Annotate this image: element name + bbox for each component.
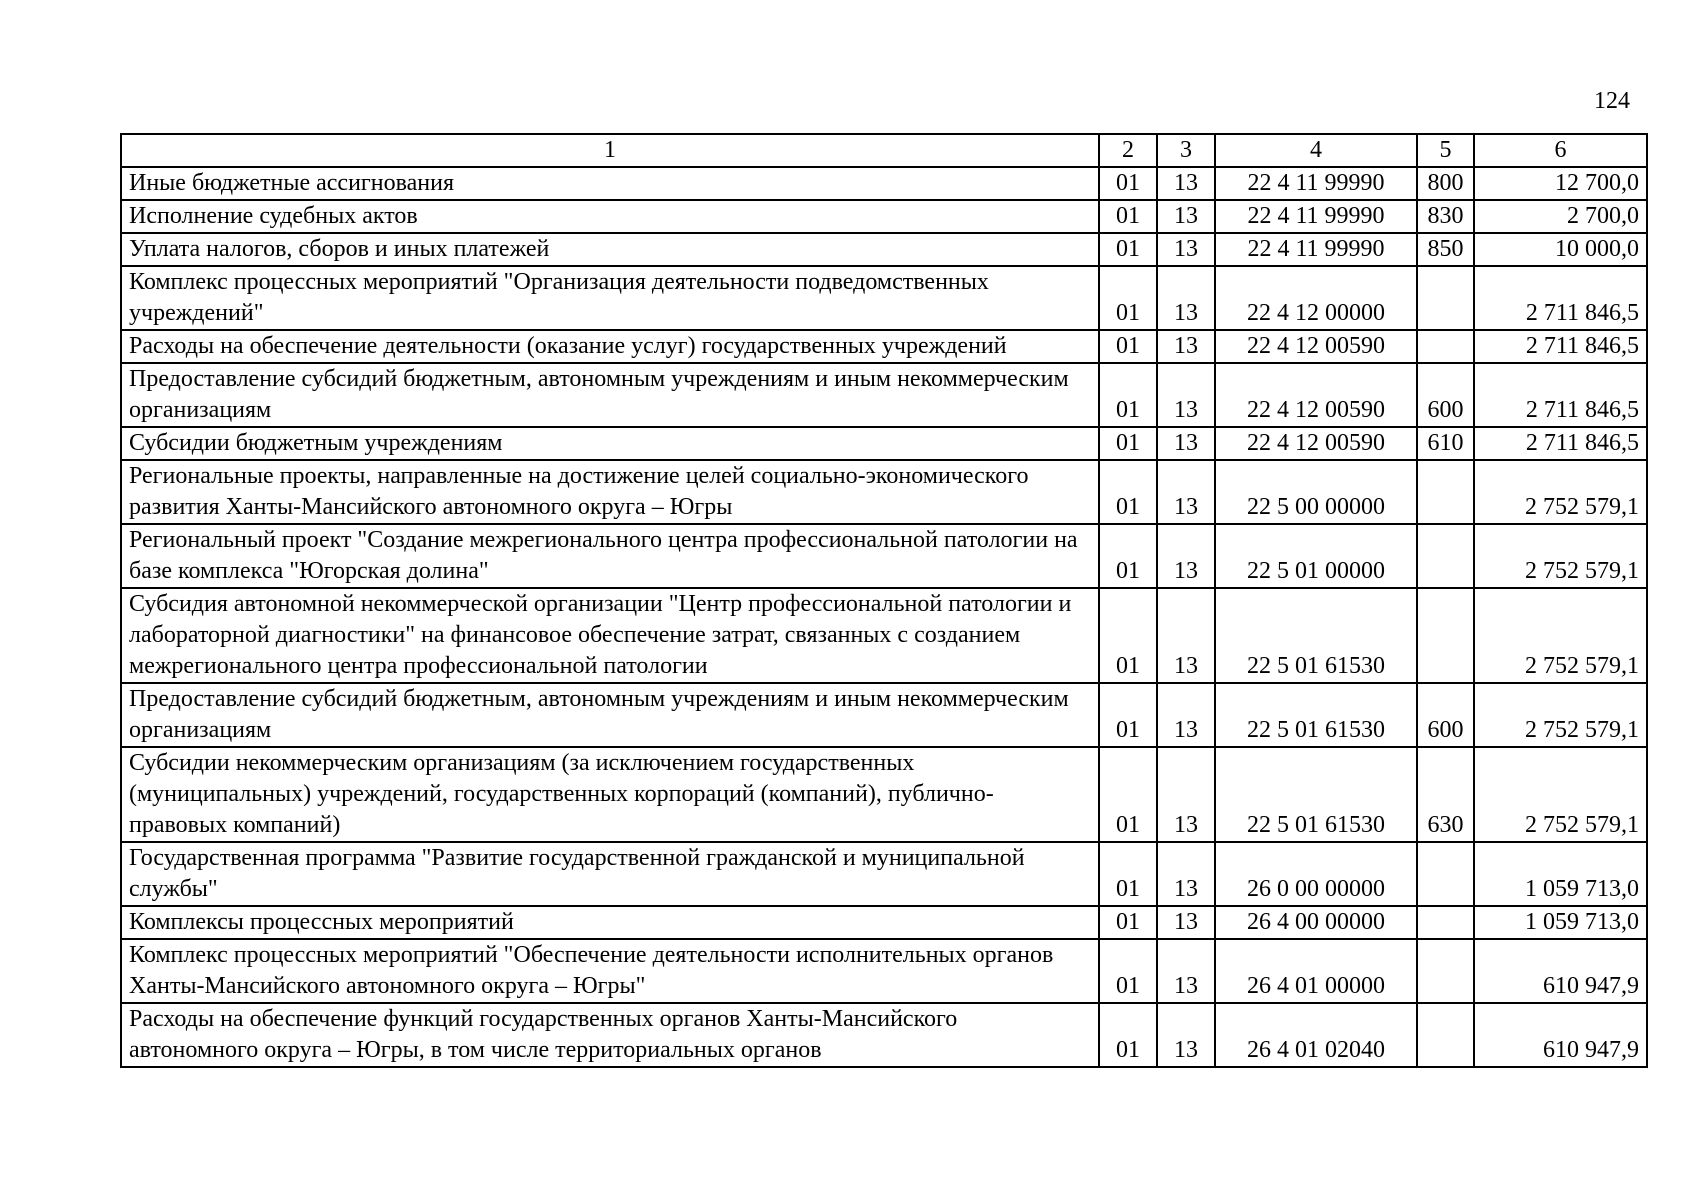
expense-name-cell: Региональные проекты, направленные на достижение целей социально-экономического развития Ханты-Мансийского автономного округа – Югры xyxy=(121,460,1099,524)
section-code-cell: 01 xyxy=(1099,588,1157,683)
target-article-cell: 22 4 11 99990 xyxy=(1215,167,1417,200)
section-code-cell: 01 xyxy=(1099,939,1157,1003)
amount-cell: 2 711 846,5 xyxy=(1474,427,1647,460)
expense-name-cell: Исполнение судебных актов xyxy=(121,200,1099,233)
section-code-cell: 01 xyxy=(1099,167,1157,200)
section-code-cell: 01 xyxy=(1099,683,1157,747)
table-row xyxy=(121,588,1647,683)
expense-type-cell xyxy=(1417,266,1474,330)
target-article-cell: 26 0 00 00000 xyxy=(1215,842,1417,906)
section-code-cell: 01 xyxy=(1099,747,1157,842)
expense-type-cell xyxy=(1417,524,1474,588)
column-header-3: 3 xyxy=(1157,134,1215,167)
section-code-cell: 01 xyxy=(1099,266,1157,330)
target-article-cell: 22 4 12 00590 xyxy=(1215,427,1417,460)
subsection-code-cell: 13 xyxy=(1157,266,1215,330)
expense-name-cell: Государственная программа "Развитие государственной гражданской и муниципальной службы" xyxy=(121,842,1099,906)
subsection-code-cell: 13 xyxy=(1157,200,1215,233)
amount-cell: 2 700,0 xyxy=(1474,200,1647,233)
section-code-cell: 01 xyxy=(1099,1003,1157,1067)
target-article-cell: 22 5 01 61530 xyxy=(1215,683,1417,747)
table-row xyxy=(121,747,1647,842)
expense-name-cell: Комплексы процессных мероприятий xyxy=(121,906,1099,939)
expense-type-cell xyxy=(1417,906,1474,939)
expense-name-cell: Расходы на обеспечение деятельности (оказание услуг) государственных учреждений xyxy=(121,330,1099,363)
table-row xyxy=(121,842,1647,906)
table-header-row xyxy=(121,134,1647,167)
subsection-code-cell: 13 xyxy=(1157,524,1215,588)
target-article-cell: 26 4 01 02040 xyxy=(1215,1003,1417,1067)
table-row xyxy=(121,460,1647,524)
expense-name-cell: Расходы на обеспечение функций государственных органов Ханты-Мансийского автономного округа – Югры, в том числе территориальных органов xyxy=(121,1003,1099,1067)
subsection-code-cell: 13 xyxy=(1157,363,1215,427)
target-article-cell: 22 5 00 00000 xyxy=(1215,460,1417,524)
subsection-code-cell: 13 xyxy=(1157,588,1215,683)
target-article-cell: 22 4 12 00590 xyxy=(1215,330,1417,363)
subsection-code-cell: 13 xyxy=(1157,167,1215,200)
expense-type-cell: 830 xyxy=(1417,200,1474,233)
expense-name-cell: Субсидии бюджетным учреждениям xyxy=(121,427,1099,460)
expense-type-cell: 600 xyxy=(1417,683,1474,747)
table-row xyxy=(121,939,1647,1003)
section-code-cell: 01 xyxy=(1099,363,1157,427)
amount-cell: 2 752 579,1 xyxy=(1474,683,1647,747)
expense-name-cell: Иные бюджетные ассигнования xyxy=(121,167,1099,200)
target-article-cell: 22 5 01 61530 xyxy=(1215,588,1417,683)
amount-cell: 2 711 846,5 xyxy=(1474,363,1647,427)
target-article-cell: 22 4 12 00000 xyxy=(1215,266,1417,330)
amount-cell: 2 752 579,1 xyxy=(1474,588,1647,683)
expense-name-cell: Предоставление субсидий бюджетным, автономным учреждениям и иным некоммерческим организациям xyxy=(121,363,1099,427)
subsection-code-cell: 13 xyxy=(1157,939,1215,1003)
subsection-code-cell: 13 xyxy=(1157,906,1215,939)
section-code-cell: 01 xyxy=(1099,524,1157,588)
subsection-code-cell: 13 xyxy=(1157,233,1215,266)
table-row xyxy=(121,200,1647,233)
expense-name-cell: Уплата налогов, сборов и иных платежей xyxy=(121,233,1099,266)
page-number: 124 xyxy=(1594,88,1630,114)
amount-cell: 1 059 713,0 xyxy=(1474,906,1647,939)
table-row xyxy=(121,524,1647,588)
target-article-cell: 22 5 01 00000 xyxy=(1215,524,1417,588)
expense-type-cell xyxy=(1417,842,1474,906)
table-row xyxy=(121,233,1647,266)
target-article-cell: 26 4 01 00000 xyxy=(1215,939,1417,1003)
amount-cell: 10 000,0 xyxy=(1474,233,1647,266)
subsection-code-cell: 13 xyxy=(1157,330,1215,363)
subsection-code-cell: 13 xyxy=(1157,1003,1215,1067)
expense-type-cell xyxy=(1417,588,1474,683)
amount-cell: 1 059 713,0 xyxy=(1474,842,1647,906)
amount-cell: 2 752 579,1 xyxy=(1474,524,1647,588)
subsection-code-cell: 13 xyxy=(1157,747,1215,842)
amount-cell: 12 700,0 xyxy=(1474,167,1647,200)
amount-cell: 2 711 846,5 xyxy=(1474,330,1647,363)
expense-type-cell: 630 xyxy=(1417,747,1474,842)
target-article-cell: 22 4 11 99990 xyxy=(1215,200,1417,233)
expense-type-cell xyxy=(1417,939,1474,1003)
target-article-cell: 26 4 00 00000 xyxy=(1215,906,1417,939)
expense-type-cell xyxy=(1417,330,1474,363)
section-code-cell: 01 xyxy=(1099,906,1157,939)
expense-name-cell: Субсидия автономной некоммерческой организации "Центр профессиональной патологии и лабораторной диагностики" на финансовое обеспечение затрат, связанных с созданием межрегионального центра профессиональной патологии xyxy=(121,588,1099,683)
table-row xyxy=(121,167,1647,200)
subsection-code-cell: 13 xyxy=(1157,842,1215,906)
section-code-cell: 01 xyxy=(1099,330,1157,363)
section-code-cell: 01 xyxy=(1099,842,1157,906)
expense-type-cell xyxy=(1417,460,1474,524)
amount-cell: 610 947,9 xyxy=(1474,939,1647,1003)
table-row xyxy=(121,1003,1647,1067)
subsection-code-cell: 13 xyxy=(1157,683,1215,747)
column-header-4: 4 xyxy=(1215,134,1417,167)
expense-name-cell: Субсидии некоммерческим организациям (за исключением государственных (муниципальных) учреждений, государственных корпораций (компаний), публично-правовых компаний) xyxy=(121,747,1099,842)
expense-type-cell xyxy=(1417,1003,1474,1067)
column-header-2: 2 xyxy=(1099,134,1157,167)
column-header-5: 5 xyxy=(1417,134,1474,167)
expense-name-cell: Предоставление субсидий бюджетным, автономным учреждениям и иным некоммерческим организациям xyxy=(121,683,1099,747)
section-code-cell: 01 xyxy=(1099,200,1157,233)
expense-name-cell: Комплекс процессных мероприятий "Обеспечение деятельности исполнительных органов Ханты-Мансийского автономного округа – Югры" xyxy=(121,939,1099,1003)
amount-cell: 2 711 846,5 xyxy=(1474,266,1647,330)
table-row xyxy=(121,266,1647,330)
table-row xyxy=(121,330,1647,363)
section-code-cell: 01 xyxy=(1099,233,1157,266)
expense-name-cell: Комплекс процессных мероприятий "Организация деятельности подведомственных учреждений" xyxy=(121,266,1099,330)
expense-type-cell: 850 xyxy=(1417,233,1474,266)
subsection-code-cell: 13 xyxy=(1157,427,1215,460)
expense-type-cell: 610 xyxy=(1417,427,1474,460)
column-header-1: 1 xyxy=(121,134,1099,167)
table-row xyxy=(121,906,1647,939)
target-article-cell: 22 4 11 99990 xyxy=(1215,233,1417,266)
column-header-6: 6 xyxy=(1474,134,1647,167)
expense-type-cell: 600 xyxy=(1417,363,1474,427)
section-code-cell: 01 xyxy=(1099,427,1157,460)
amount-cell: 2 752 579,1 xyxy=(1474,460,1647,524)
expense-name-cell: Региональный проект "Создание межрегионального центра профессиональной патологии на базе комплекса "Югорская долина" xyxy=(121,524,1099,588)
target-article-cell: 22 4 12 00590 xyxy=(1215,363,1417,427)
subsection-code-cell: 13 xyxy=(1157,460,1215,524)
table-body xyxy=(121,167,1647,1067)
table-row xyxy=(121,683,1647,747)
table-row xyxy=(121,427,1647,460)
amount-cell: 2 752 579,1 xyxy=(1474,747,1647,842)
expense-type-cell: 800 xyxy=(1417,167,1474,200)
table-row xyxy=(121,363,1647,427)
budget-table xyxy=(120,133,1648,1068)
section-code-cell: 01 xyxy=(1099,460,1157,524)
target-article-cell: 22 5 01 61530 xyxy=(1215,747,1417,842)
amount-cell: 610 947,9 xyxy=(1474,1003,1647,1067)
